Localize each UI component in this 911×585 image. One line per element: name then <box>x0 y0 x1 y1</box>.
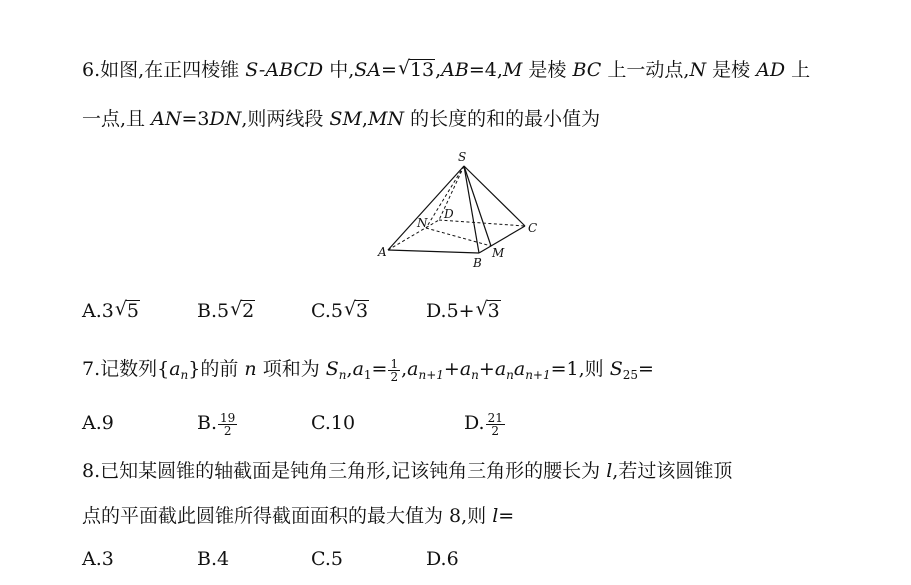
q6-option-b-sqrt <box>230 298 255 324</box>
q8-text: 点的平面截此圆锥所得截面面积的最大值为 8,则 <box>82 505 493 527</box>
q6-text: 上 <box>785 59 811 81</box>
q8-option-c-label: C.5 <box>311 548 343 570</box>
q6-text: 6.如图,在正四棱锥 <box>82 59 246 81</box>
q6-option-c-radicand: 3 <box>356 300 369 322</box>
edge-ab <box>388 250 479 253</box>
pyramid-figure <box>372 146 544 274</box>
q7-text: 项和为 <box>256 358 326 380</box>
segment-sm <box>464 166 491 246</box>
q6-pyramid-name: S-ABCD <box>245 59 324 81</box>
q6-text: , <box>361 108 368 130</box>
q7-frac-num: 1 <box>390 356 399 371</box>
q6-sa: SA <box>354 59 382 81</box>
q6-radicand: 13 <box>409 59 435 81</box>
q7-sub: n+1 <box>525 368 551 382</box>
q7-option-b-num: 19 <box>220 410 236 425</box>
q7-text: = <box>371 358 388 380</box>
q6-text: 中, <box>323 59 355 81</box>
q6-option-a-radicand: 5 <box>126 300 139 322</box>
q8-option-b-label: B.4 <box>197 548 230 570</box>
q6-option-b-radicand: 2 <box>242 300 255 322</box>
q6-bc: BC <box>572 59 602 81</box>
label-s: S <box>458 150 467 164</box>
q8-stem-line2 <box>82 503 514 529</box>
label-d: D <box>444 207 454 221</box>
q7-sub: n <box>506 368 514 382</box>
q8-option-a[interactable] <box>82 546 114 572</box>
q6-text: 上一动点, <box>601 59 690 81</box>
q7-text: = <box>638 358 654 380</box>
q6-an: AN <box>151 108 182 130</box>
q6-sm: SM <box>329 108 362 130</box>
q6-text: 一点,且 <box>82 108 152 130</box>
q6-option-d-radicand: 3 <box>487 300 500 322</box>
q6-ab: AB <box>441 59 469 81</box>
label-a: A <box>378 245 387 259</box>
q7-option-c[interactable] <box>311 410 355 436</box>
q6-text: 是棱 <box>706 59 757 81</box>
q7-option-d-num: 21 <box>487 410 503 425</box>
q7-text: + <box>478 358 495 380</box>
q6-option-b-prefix: B.5 <box>197 300 230 322</box>
q6-text: = <box>381 59 397 81</box>
q8-text: = <box>498 505 515 527</box>
q7-text: =1,则 <box>550 358 610 380</box>
q6-stem-line2 <box>82 106 600 132</box>
q7-option-a[interactable] <box>82 410 114 436</box>
q7-a: a <box>513 358 526 380</box>
q7-a: a <box>459 358 472 380</box>
q7-text: 7.记数列{ <box>82 358 170 380</box>
q7-option-a-label: A.9 <box>82 412 114 434</box>
segment-nm <box>426 228 491 246</box>
q6-n: N <box>689 59 707 81</box>
q7-option-c-label: C.10 <box>311 412 356 434</box>
label-m: M <box>492 246 505 260</box>
q7-sub: n+1 <box>418 368 444 382</box>
q8-stem-line1 <box>82 458 732 484</box>
q7-text: , <box>401 358 408 380</box>
q7-text: }的前 <box>188 358 245 380</box>
q6-sqrt13 <box>398 57 435 83</box>
q7-option-d-fraction <box>486 412 505 437</box>
q7-text: , <box>346 358 353 380</box>
q7-option-b-fraction <box>218 412 237 437</box>
q6-stem-line1 <box>82 57 810 83</box>
edge-ad <box>388 220 439 250</box>
q7-a: a <box>352 358 364 380</box>
q6-option-d[interactable] <box>426 298 501 324</box>
q8-option-c[interactable] <box>311 546 343 572</box>
q8-l: l <box>606 460 613 482</box>
q6-text: =3 <box>181 108 210 130</box>
q6-option-c[interactable] <box>311 298 369 324</box>
q6-option-a-sqrt <box>115 298 140 324</box>
label-b: B <box>473 256 482 270</box>
q7-fraction-half <box>388 358 400 383</box>
q6-option-d-sqrt <box>476 298 501 324</box>
q7-sub: 25 <box>622 368 639 382</box>
q7-a: a <box>407 358 419 380</box>
q8-option-a-label: A.3 <box>82 548 114 570</box>
q6-m: M <box>502 59 523 81</box>
q6-text: , <box>435 59 442 81</box>
q7-s: S <box>325 358 339 380</box>
q7-option-b-prefix: B. <box>197 412 218 434</box>
q7-sub: n <box>338 368 347 382</box>
q7-option-b-den: 2 <box>223 423 232 438</box>
q6-dn: DN <box>209 108 242 130</box>
q7-option-d[interactable] <box>464 410 506 437</box>
q7-sub: n <box>180 368 189 382</box>
q6-text: 的长度的和的最小值为 <box>404 108 601 130</box>
q6-option-c-sqrt <box>344 298 369 324</box>
q7-stem <box>82 356 654 383</box>
q6-text: ,则两线段 <box>241 108 330 130</box>
q6-option-a[interactable] <box>82 298 140 324</box>
q7-option-d-prefix: D. <box>464 412 485 434</box>
q7-n: n <box>244 358 257 380</box>
q7-text: + <box>443 358 460 380</box>
q8-l: l <box>492 505 499 527</box>
q7-option-b[interactable] <box>197 410 238 437</box>
q8-option-b[interactable] <box>197 546 229 572</box>
label-c: C <box>528 221 538 235</box>
q8-option-d-label: D.6 <box>426 548 459 570</box>
q7-frac-den: 2 <box>390 369 399 384</box>
q7-sub: n <box>471 368 479 382</box>
q6-option-c-prefix: C.5 <box>311 300 343 322</box>
label-n: N <box>417 216 428 230</box>
q6-text: 是棱 <box>522 59 573 81</box>
q7-s: S <box>609 358 623 380</box>
q7-a: a <box>494 358 507 380</box>
q7-sub: 1 <box>363 368 372 382</box>
q8-text: 8.已知某圆锥的轴截面是钝角三角形,记该钝角三角形的腰长为 <box>82 460 607 482</box>
q6-mn: MN <box>367 108 405 130</box>
q6-text: =4, <box>468 59 503 81</box>
q6-option-b[interactable] <box>197 298 255 324</box>
q7-option-d-den: 2 <box>491 423 500 438</box>
q6-ad: AD <box>756 59 786 81</box>
q6-option-d-prefix: D.5+ <box>426 300 475 322</box>
q7-a: a <box>169 358 181 380</box>
q8-option-d[interactable] <box>426 546 459 572</box>
q6-option-a-prefix: A.3 <box>82 300 114 322</box>
q8-text: ,若过该圆锥顶 <box>612 460 733 482</box>
